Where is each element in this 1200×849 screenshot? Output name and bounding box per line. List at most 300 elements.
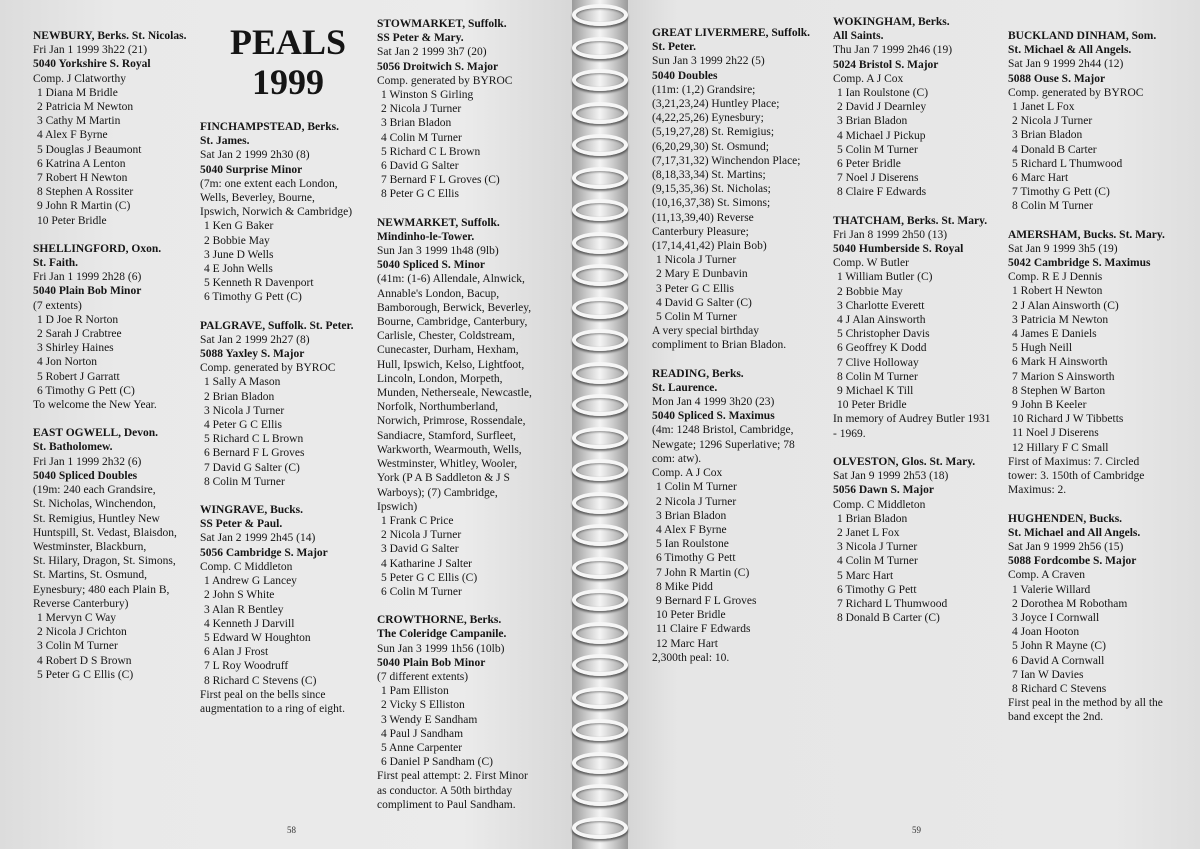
ringer-line: 5 Peter G C Ellis (C) — [37, 668, 134, 681]
peal-note: (8,18,33,34) St. Martins; — [652, 169, 766, 182]
peal-note: Ipswich, Norwich & Cambridge) — [200, 206, 353, 219]
peal-note: St. Hilary, Dragon, St. Simons, — [33, 555, 176, 568]
peal-note: Sandiacre, Stamford, Surfleet, — [377, 429, 516, 442]
peal-note: Comp. J Clatworthy — [33, 72, 126, 85]
ringer-line: 9 Bernard F L Groves — [656, 594, 757, 607]
binding-ring — [572, 557, 628, 579]
peal-date: Sat Jan 9 1999 3h5 (19) — [1008, 242, 1118, 255]
ringer-line: 5 John R Mayne (C) — [1012, 640, 1106, 653]
tower-heading: St. Peter. — [652, 41, 696, 54]
peal-note: York (P A B Saddleton & J S — [377, 472, 510, 485]
ringer-line: 8 Richard C Stevens — [1012, 682, 1107, 695]
binding-ring — [572, 4, 628, 26]
tower-heading: HUGHENDEN, Bucks. — [1008, 512, 1123, 525]
ringer-line: 9 John B Keeler — [1012, 399, 1087, 412]
peal-note: Norwich, Primrose, Rossendale, — [377, 415, 526, 428]
peal-footnote: as conductor. A 50th birthday — [377, 784, 513, 797]
peal-note: Carlisle, Chester, Coldstream, — [377, 330, 515, 343]
ringer-line: 5 Hugh Neill — [1012, 342, 1073, 355]
binding-ring — [572, 69, 628, 91]
ringer-line: 1 Colin M Turner — [656, 481, 737, 494]
peal-note: St. Nicholas, Winchendon, — [33, 498, 156, 511]
peal-note: Reverse Canterbury) — [33, 597, 129, 610]
peal-date: Sat Jan 9 1999 2h44 (12) — [1008, 58, 1124, 71]
tower-heading: St. Michael and All Angels. — [1008, 526, 1141, 539]
tower-heading: FINCHAMPSTEAD, Berks. — [200, 121, 339, 133]
peal-note: (7m: one extent each London, — [200, 177, 338, 190]
page-title — [228, 22, 348, 102]
peal-note: com: atw). — [652, 452, 702, 465]
peal-note: (3,21,23,24) Huntley Place; — [652, 98, 780, 111]
peal-note: (7 extents) — [33, 299, 82, 312]
ringer-line: 1 Brian Bladon — [837, 512, 908, 525]
ringer-line: 4 Peter G C Ellis — [204, 419, 282, 432]
peal-note: Westminster, Whitley, Wooler, — [377, 458, 518, 471]
peal-note: Comp. generated by BYROC — [377, 74, 513, 87]
binding-ring — [572, 687, 628, 709]
binding-ring — [572, 102, 628, 124]
ringer-line: 1 Mervyn C Way — [37, 611, 117, 624]
peal-method: 5040 Spliced S. Maximus — [652, 410, 775, 423]
ringer-line: 2 Mary E Dunbavin — [656, 268, 748, 281]
peal-method: 5088 Fordcombe S. Major — [1008, 555, 1137, 568]
tower-heading: St. Michael & All Angels. — [1008, 44, 1132, 57]
ringer-line: 8 Stephen A Rossiter — [37, 186, 134, 199]
tower-heading: St. Laurence. — [652, 381, 718, 394]
peal-note: Canterbury Pleasure; — [652, 225, 749, 238]
peal-footnote: - 1969. — [833, 427, 866, 440]
peal-footnote: In memory of Audrey Butler 1931 — [833, 413, 991, 426]
peal-note: Warboys); (7) Cambridge, — [377, 486, 498, 499]
ringer-line: 6 Peter Bridle — [837, 158, 901, 171]
column-3 — [377, 17, 562, 826]
binding-ring — [572, 37, 628, 59]
peal-note: Comp. R E J Dennis — [1008, 271, 1103, 284]
ringer-line: 5 Edward W Houghton — [204, 631, 311, 644]
peal-date: Thu Jan 7 1999 2h46 (19) — [833, 44, 953, 57]
ringer-line: 4 Alex F Byrne — [656, 523, 727, 536]
binding-ring — [572, 394, 628, 416]
column-5 — [833, 15, 1003, 639]
peal-footnote: First peal on the bells since — [200, 688, 326, 701]
peal-note: Comp. A Craven — [1008, 569, 1085, 582]
peal-footnote: tower: 3. 150th of Cambridge — [1008, 470, 1145, 483]
ringer-line: 5 Christopher Davis — [837, 328, 930, 341]
ringer-line: 8 Colin M Turner — [1012, 200, 1093, 213]
ringer-line: 6 Bernard F L Groves — [204, 447, 305, 460]
peal-note: Comp. generated by BYROC — [1008, 86, 1144, 99]
tower-heading: BUCKLAND DINHAM, Som. — [1008, 30, 1157, 42]
peal-note: Annable's London, Bacup, — [377, 287, 500, 300]
peal-note: Wells, Beverley, Bourne, — [200, 192, 315, 205]
peal-note: (41m: (1-6) Allendale, Alnwick, — [377, 273, 525, 286]
binding-ring — [572, 459, 628, 481]
ringer-line: 2 J Alan Ainsworth (C) — [1012, 299, 1119, 312]
ringer-line: 8 Richard C Stevens (C) — [204, 674, 317, 687]
ringer-line: 1 Ian Roulstone (C) — [837, 87, 929, 100]
ringer-line: 1 Pam Elliston — [381, 685, 449, 698]
binding-ring — [572, 297, 628, 319]
ringer-line: 3 Nicola J Turner — [837, 541, 918, 554]
peal-note: St. Remigius, Huntley New — [33, 512, 160, 525]
ringer-line: 2 Nicola J Turner — [381, 529, 462, 542]
binding-ring — [572, 654, 628, 676]
tower-heading: All Saints. — [833, 30, 884, 43]
tower-heading: THATCHAM, Berks. St. Mary. — [833, 214, 988, 227]
ringer-line: 4 Colin M Turner — [381, 131, 462, 144]
ringer-line: 1 Ken G Baker — [204, 220, 274, 233]
ringer-line: 5 Ian Roulstone — [656, 538, 729, 551]
ringer-line: 3 David G Salter — [381, 543, 459, 556]
ringer-line: 3 Brian Bladon — [656, 509, 727, 522]
peal-method: 5040 Plain Bob Minor — [377, 656, 486, 669]
peal-note: Hull, Ipswich, Kelso, Lightfoot, — [377, 358, 525, 371]
ringer-line: 5 Anne Carpenter — [381, 741, 463, 754]
binding-ring — [572, 329, 628, 351]
tower-heading: OLVESTON, Glos. St. Mary. — [833, 455, 976, 468]
tower-heading: St. James. — [200, 135, 250, 148]
peal-note: Bourne, Cambridge, Canterbury, — [377, 316, 528, 329]
ringer-line: 5 Marc Hart — [837, 569, 894, 582]
peal-note: Eynesbury; 480 each Plain B, — [33, 583, 170, 596]
ringer-line: 2 Nicola J Turner — [1012, 115, 1093, 128]
ringer-line: 2 Vicky S Elliston — [381, 699, 465, 712]
ringer-line: 2 Janet L Fox — [837, 526, 900, 539]
peal-footnote: First of Maximus: 7. Circled — [1008, 455, 1140, 468]
ringer-line: 8 Stephen W Barton — [1012, 384, 1106, 397]
peal-note: Warkworth, Wearmouth, Wells, — [377, 443, 522, 456]
peal-footnote: A very special birthday — [652, 325, 759, 338]
peal-method: 5088 Yaxley S. Major — [200, 348, 305, 361]
peal-method: 5040 Plain Bob Minor — [33, 285, 142, 298]
ringer-line: 5 Richard L Thumwood — [1012, 157, 1123, 170]
peal-entry — [833, 15, 1003, 200]
peal-date: Fri Jan 8 1999 2h50 (13) — [833, 228, 948, 241]
ringer-line: 4 Katharine J Salter — [381, 557, 473, 570]
ringer-line: 4 Alex F Byrne — [37, 129, 108, 142]
ringer-line: 1 Janet L Fox — [1012, 101, 1075, 114]
ringer-line: 3 Brian Bladon — [381, 117, 452, 130]
ringer-line: 4 Colin M Turner — [837, 555, 918, 568]
ringer-line: 5 Richard C L Brown — [381, 145, 481, 158]
peal-note: St. Martins, St. Osmund, — [33, 569, 148, 582]
ringer-line: 5 Robert J Garratt — [37, 370, 120, 383]
ringer-line: 5 Richard C L Brown — [204, 433, 304, 446]
peal-note: Huntspill, St. Vedast, Blaisdon, — [33, 526, 177, 539]
ringer-line: 6 Colin M Turner — [381, 585, 462, 598]
ringer-line: 1 D Joe R Norton — [37, 313, 119, 326]
peal-method: 5040 Doubles — [652, 69, 718, 82]
page-number-left: 58 — [287, 825, 296, 835]
peal-entry — [200, 120, 375, 305]
ringer-line: 10 Peter Bridle — [656, 609, 726, 622]
ringer-line: 8 Mike Pidd — [656, 580, 713, 593]
peal-note: Comp. C Middleton — [200, 560, 293, 573]
ringer-line: 3 Wendy E Sandham — [381, 713, 478, 726]
ringer-line: 7 Noel J Diserens — [837, 172, 919, 185]
ringer-line: 6 Alan J Frost — [204, 646, 269, 659]
peal-note: Comp. C Middleton — [833, 498, 926, 511]
ringer-line: 8 Claire F Edwards — [837, 186, 927, 199]
ringer-line: 8 Colin M Turner — [204, 475, 285, 488]
ringer-line: 2 Patricia M Newton — [37, 101, 134, 114]
peal-note: (11,13,39,40) Reverse — [652, 211, 754, 224]
tower-heading: St. Batholomew. — [33, 441, 113, 454]
peal-date: Sat Jan 2 1999 3h7 (20) — [377, 46, 487, 59]
binding-ring — [572, 817, 628, 839]
peal-note: Lincoln, London, Morpeth, — [377, 372, 503, 385]
peal-date: Fri Jan 1 1999 3h22 (21) — [33, 44, 148, 57]
peal-method: 5040 Spliced S. Minor — [377, 259, 485, 272]
peal-note: Comp. A J Cox — [833, 72, 904, 85]
peal-note: Westminster, Blackburn, — [33, 540, 147, 553]
ringer-line: 4 Michael J Pickup — [837, 129, 926, 142]
ringer-line: 3 Peter G C Ellis — [656, 282, 734, 295]
ringer-line: 6 Katrina A Lenton — [37, 157, 126, 170]
peal-note: (7 different extents) — [377, 670, 469, 683]
peal-note: Ipswich) — [377, 500, 418, 513]
ringer-line: 4 Donald B Carter — [1012, 143, 1097, 156]
ringer-line: 10 Richard J W Tibbetts — [1012, 413, 1124, 426]
binding-ring — [572, 719, 628, 741]
ringer-line: 2 David J Dearnley — [837, 101, 927, 114]
binding-ring — [572, 784, 628, 806]
peal-note: Newgate; 1296 Superlative; 78 — [652, 438, 795, 451]
tower-heading: CROWTHORNE, Berks. — [377, 614, 502, 627]
binding-ring — [572, 134, 628, 156]
peal-note: (4m: 1248 Bristol, Cambridge, — [652, 424, 794, 437]
ringer-line: 3 Shirley Haines — [37, 342, 114, 355]
peal-method: 5056 Droitwich S. Major — [377, 60, 499, 73]
ringer-line: 12 Marc Hart — [656, 637, 718, 650]
ringer-line: 6 Timothy G Pett — [837, 583, 917, 596]
ringer-line: 7 John R Martin (C) — [656, 566, 750, 579]
tower-heading: AMERSHAM, Bucks. St. Mary. — [1008, 228, 1165, 241]
tower-heading: READING, Berks. — [652, 367, 744, 380]
ringer-line: 1 William Butler (C) — [837, 271, 933, 284]
peal-note: (17,14,41,42) Plain Bob) — [652, 240, 767, 253]
ringer-line: 7 Marion S Ainsworth — [1012, 370, 1115, 383]
ringer-line: 6 Timothy G Pett (C) — [204, 291, 302, 304]
peal-date: Fri Jan 1 1999 2h32 (6) — [33, 455, 142, 468]
ringer-line: 8 Donald B Carter (C) — [837, 612, 940, 625]
peal-entry — [833, 455, 1003, 625]
peal-entry — [1008, 512, 1193, 725]
ringer-line: 10 Peter Bridle — [37, 214, 107, 227]
page-number-right: 59 — [912, 825, 921, 835]
ringer-line: 7 Ian W Davies — [1012, 668, 1084, 681]
ringer-line: 2 Dorothea M Robotham — [1012, 597, 1128, 610]
ringer-line: 4 Kenneth J Darvill — [204, 617, 295, 630]
peal-method: 5040 Humberside S. Royal — [833, 243, 964, 256]
ringer-line: 1 Frank C Price — [381, 514, 454, 527]
peal-method: 5088 Ouse S. Major — [1008, 72, 1106, 85]
peal-method: 5040 Surprise Minor — [200, 163, 303, 176]
ringer-line: 6 Daniel P Sandham (C) — [381, 756, 494, 769]
peal-entry — [652, 26, 832, 353]
binding-ring — [572, 199, 628, 221]
ringer-line: 5 Colin M Turner — [656, 311, 737, 324]
ringer-line: 5 Colin M Turner — [837, 143, 918, 156]
peal-entry — [377, 613, 562, 812]
peal-method: 5040 Spliced Doubles — [33, 469, 138, 482]
peal-method: 5040 Yorkshire S. Royal — [33, 58, 151, 71]
binding-ring — [572, 752, 628, 774]
peal-note: Bamborough, Berwick, Beverley, — [377, 301, 532, 314]
peal-date: Sun Jan 3 1999 2h22 (5) — [652, 55, 765, 68]
tower-heading: WINGRAVE, Bucks. — [200, 504, 303, 517]
peal-entry — [33, 242, 203, 412]
peal-note: (19m: 240 each Grandsire, — [33, 484, 156, 497]
peal-entry — [377, 17, 562, 202]
ringer-line: 4 E John Wells — [204, 263, 273, 276]
peal-entry — [833, 214, 1003, 441]
peal-note: Comp. A J Cox — [652, 467, 723, 480]
ringer-line: 7 Timothy G Pett (C) — [1012, 186, 1110, 199]
ringer-line: 4 Robert D S Brown — [37, 654, 132, 667]
peal-method: 5024 Bristol S. Major — [833, 58, 939, 71]
binding-ring — [572, 524, 628, 546]
peal-footnote: compliment to Brian Bladon. — [652, 339, 787, 352]
ringer-line: 1 Andrew G Lancey — [204, 575, 297, 588]
ringer-line: 1 Robert H Newton — [1012, 285, 1103, 298]
ringer-line: 7 L Roy Woodruff — [204, 660, 289, 673]
tower-heading: St. Faith. — [33, 257, 79, 270]
ringer-line: 2 Sarah J Crabtree — [37, 328, 122, 341]
ringer-line: 6 Marc Hart — [1012, 172, 1069, 185]
ringer-line: 6 David G Salter — [381, 160, 459, 173]
ringer-line: 4 David G Salter (C) — [656, 296, 752, 309]
ringer-line: 3 Cathy M Martin — [37, 115, 121, 128]
peal-note: (6,20,29,30) St. Osmund; — [652, 140, 769, 153]
peal-entry — [33, 426, 203, 682]
peal-note: Comp. W Butler — [833, 257, 909, 270]
peal-date: Sun Jan 3 1999 1h56 (10lb) — [377, 642, 505, 655]
peal-footnote: compliment to Paul Sandham. — [377, 798, 516, 811]
ringer-line: 3 Patricia M Newton — [1012, 313, 1109, 326]
ringer-line: 7 Clive Holloway — [837, 356, 919, 369]
peal-date: Fri Jan 1 1999 2h28 (6) — [33, 271, 142, 284]
title-line-2: 1999 — [252, 62, 324, 102]
peal-entry — [1008, 228, 1193, 498]
peal-entry — [652, 367, 832, 665]
ringer-line: 3 Brian Bladon — [1012, 129, 1083, 142]
ringer-line: 6 Timothy G Pett (C) — [37, 384, 135, 397]
column-1 — [33, 29, 203, 696]
tower-heading: SHELLINGFORD, Oxon. — [33, 242, 162, 255]
binding-ring — [572, 492, 628, 514]
binding-ring — [572, 362, 628, 384]
ringer-line: 12 Hillary F C Small — [1012, 441, 1109, 454]
ringer-line: 6 David A Cornwall — [1012, 654, 1105, 667]
ringer-line: 3 Joyce I Cornwall — [1012, 611, 1100, 624]
ringer-line: 6 Mark H Ainsworth — [1012, 356, 1108, 369]
ringer-line: 5 Kenneth R Davenport — [204, 277, 314, 290]
peal-footnote: To welcome the New Year. — [33, 399, 157, 412]
tower-heading: Mindinho-le-Tower. — [377, 230, 475, 243]
peal-date: Sat Jan 9 1999 2h56 (15) — [1008, 540, 1124, 553]
peal-date: Sat Jan 9 1999 2h53 (18) — [833, 470, 949, 483]
binding-ring — [572, 264, 628, 286]
peal-date: Sun Jan 3 1999 1h48 (9lb) — [377, 245, 499, 258]
ringer-line: 2 Bobbie May — [837, 285, 903, 298]
ringer-line: 3 Alan R Bentley — [204, 603, 284, 616]
ringer-line: 3 Colin M Turner — [37, 640, 118, 653]
tower-heading: STOWMARKET, Suffolk. — [377, 18, 507, 30]
peal-date: Sat Jan 2 1999 2h30 (8) — [200, 149, 310, 162]
peal-footnote: band except the 2nd. — [1008, 711, 1104, 724]
peal-date: Sat Jan 2 1999 2h45 (14) — [200, 532, 316, 545]
tower-heading: SS Peter & Mary. — [377, 32, 464, 45]
tower-heading: PALGRAVE, Suffolk. St. Peter. — [200, 319, 354, 332]
peal-footnote: First peal in the method by all the — [1008, 697, 1163, 710]
ringer-line: 1 Diana M Bridle — [37, 86, 118, 99]
tower-heading: EAST OGWELL, Devon. — [33, 427, 159, 440]
ringer-line: 4 James E Daniels — [1012, 328, 1097, 341]
peal-footnote: 2,300th peal: 10. — [652, 651, 730, 664]
peal-note: Comp. generated by BYROC — [200, 362, 336, 375]
ringer-line: 3 June D Wells — [204, 248, 274, 261]
peal-note: (5,19,27,28) St. Remigius; — [652, 126, 775, 139]
ringer-line: 9 Michael K Till — [837, 385, 914, 398]
ringer-line: 5 Peter G C Ellis (C) — [381, 571, 478, 584]
ringer-line: 2 Nicola J Turner — [381, 103, 462, 116]
ringer-line: 11 Claire F Edwards — [656, 623, 751, 636]
ringer-line: 2 Nicola J Crichton — [37, 626, 127, 639]
peal-entry — [200, 319, 375, 489]
peal-note: (10,16,37,38) St. Simons; — [652, 197, 771, 210]
ringer-line: 7 Bernard F L Groves (C) — [381, 174, 500, 187]
tower-heading: SS Peter & Paul. — [200, 518, 283, 531]
binding-ring — [572, 167, 628, 189]
binding-ring — [572, 232, 628, 254]
peal-method: 5056 Dawn S. Major — [833, 484, 934, 497]
ringer-line: 1 Winston S Girling — [381, 89, 474, 102]
peal-note: (4,22,25,26) Eynesbury; — [652, 112, 764, 125]
ringer-line: 6 Geoffrey K Dodd — [837, 342, 927, 355]
column-6 — [1008, 29, 1193, 739]
tower-heading: NEWBURY, Berks. St. Nicolas. — [33, 30, 187, 42]
peal-entry — [200, 503, 375, 716]
peal-note: (7,17,31,32) Winchendon Place; — [652, 154, 801, 167]
peal-footnote: Maximus: 2. — [1008, 484, 1067, 497]
tower-heading: NEWMARKET, Suffolk. — [377, 216, 500, 229]
peal-note: Munden, Netherseale, Newcastle, — [377, 387, 532, 400]
peal-note: (11m: (1,2) Grandsire; — [652, 83, 756, 96]
peal-date: Sat Jan 2 1999 2h27 (8) — [200, 333, 310, 346]
peal-entry — [377, 216, 562, 599]
ringer-line: 2 Brian Bladon — [204, 390, 275, 403]
ringer-line: 8 Colin M Turner — [837, 370, 918, 383]
ringer-line: 9 John R Martin (C) — [37, 200, 131, 213]
peal-note: Norfolk, Northumberland, — [377, 401, 499, 414]
ringer-line: 3 Nicola J Turner — [204, 404, 285, 417]
peal-footnote: augmentation to a ring of eight. — [200, 702, 345, 715]
ringer-line: 10 Peter Bridle — [837, 399, 907, 412]
ringer-line: 5 Douglas J Beaumont — [37, 143, 142, 156]
title-line-1: PEALS — [229, 22, 347, 62]
peal-entry — [33, 29, 203, 228]
ringer-line: 4 Jon Norton — [37, 356, 98, 369]
peal-footnote: First peal attempt: 2. First Minor — [377, 770, 528, 783]
binding-ring — [572, 589, 628, 611]
peal-method: 5056 Cambridge S. Major — [200, 546, 328, 559]
ringer-line: 1 Valerie Willard — [1012, 583, 1091, 596]
peal-note: (9,15,35,36) St. Nicholas; — [652, 183, 771, 196]
peal-entry — [1008, 29, 1193, 214]
peal-date: Mon Jan 4 1999 3h20 (23) — [652, 396, 775, 409]
tower-heading: WOKINGHAM, Berks. — [833, 16, 950, 28]
